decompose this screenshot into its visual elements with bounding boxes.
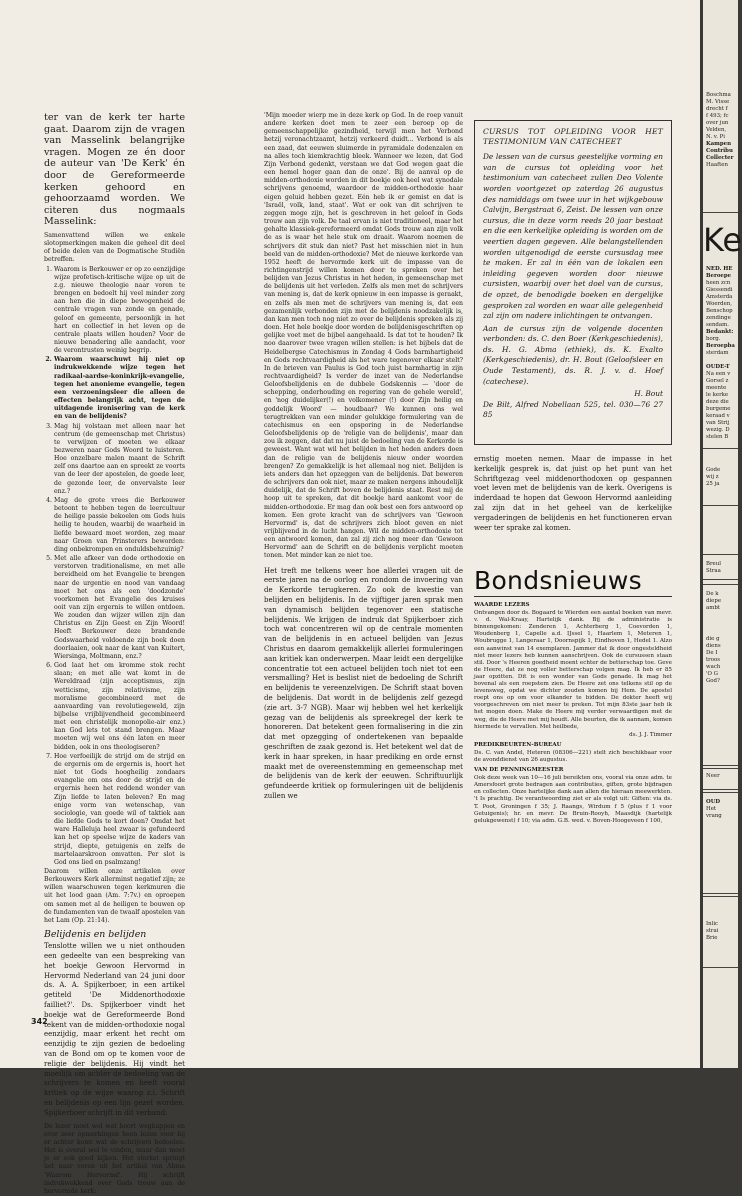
- fragment-line: diens: [706, 643, 721, 649]
- fragment-line: Gorsel z: [706, 378, 729, 384]
- belijdenis-body: Tenslotte willen we u niet onthouden een gedeelte van een bespreking van het boekje Gewoon Hervormd in Hervormd Nederland van 24 juni door ds. A. A. Spijkerboer, in een artikel getiteld 'De Middenorthodoxie failliet?'. Ds. Spijkerboer vindt het boekje wat de Gereformeerde Bond tekent van de midden-orthodoxie nogal eenzijdig, maar erkent het recht om eenzijdig te zijn gezien de bedoeling van de Bond om op te komen voor de religie der belijdenis. Hij vindt het moeilijk om achter de bedoeling van de schrijvers te komen en heeft vooral kritiek op de wijze waarop z.i. Schrift en belijdenis op een lijn gezet worden. Spijkerboer schrijft in dit verband:: [44, 942, 185, 1117]
- fragment-line: OUD: [706, 799, 721, 805]
- fragment-line: OUDE-T: [706, 364, 730, 370]
- fragment-line: wach: [706, 664, 721, 670]
- fragment-line: deze die: [706, 399, 729, 405]
- penningmeester-text: Ook deze week van 10—16 juli bereikten ons, vooral via onze adm. te Amersfoort grote bedragen aan contributies, giften, grote bijdragen en collecten. Onze hartelijke dank aan allen die hieraan meewerkten. 't Is prachtig. De verantwoording ziet er als volgt uit: Giften: via ds. T. Poot, Groningen f 35; J. Raangs, Wirdum f 5 (plus f 1 voor Getuigenis); hr. en mevr. De Bruin-Rooyh, Maasdijk (hartelijk gelukgewenst) f 10; via adm. G.B. wed. v. Boven-Hoogeveen f 100,: [474, 775, 672, 824]
- fragment-line: Na een v: [706, 371, 731, 377]
- right-page-top-block: [706, 92, 733, 169]
- fragment-line: God?: [706, 678, 720, 684]
- question-item: 7. Hoe verfoeilijk de strijd om de strijd en de ergernis om de ergernis is, hoort het niet tot Gods hoogheilig zondaars evangelie om ons door de strijd en de ergernis heen het reddend wonder van Zijn liefde te laten beleven? En mag enige vorm van wetenschap, van sociologie, van goede wil of taktiek aan die liefde Gods te kort doen? Omdat het ware Halleluja heel zwaar is gefundeerd kan het op speelse wijze de kaders van strijd, diepte, getuigenis en zelfs de martelaarskroon omvatten. Per slot is God ons lied en psalmzang!: [54, 753, 185, 867]
- fragment-line: keraad v: [706, 413, 730, 419]
- fragment-line: meente: [706, 385, 727, 391]
- fragment-line: borg.: [706, 336, 721, 342]
- fragment-line: 'O G: [706, 671, 718, 677]
- fragment-line: wezig. D: [706, 427, 730, 433]
- fragment-line: 25 ja: [706, 481, 720, 487]
- column-1: [44, 112, 185, 1195]
- fragment-line: N. v. Pi: [706, 134, 725, 140]
- right-page-ad-3: [703, 584, 738, 766]
- fragment-line: NED. HE: [706, 266, 733, 272]
- right-page-ad-5: [703, 792, 738, 894]
- fragment-line: heen zcn: [706, 280, 731, 286]
- column-2: [264, 112, 463, 1012]
- fragment-line: ambt: [706, 605, 720, 611]
- question-item: 5. Met alle afkeer van dode orthodoxie en verstorven traditionalisme, en met alle bereidheid om het Evangelie te brengen naar de urgentie en nood van vandaag moet het ons als een 'doodzonde' voorkomen het Evangelie des kruises ooit van zijn ergernis te willen ontdoen. We zouden dan wijzer willen zijn dan Christus en Zijn Geest en Zijn Woord! Heeft Berkouwer deze brandende Godswaarheid voldoende zijn boek doen doorlaaien, ook naar de kant van Kuitert, Wiersinga, Moltmann, enz.?: [54, 555, 185, 661]
- fragment-line: Haaften: [706, 162, 728, 168]
- fragment-line: Benschop: [706, 308, 733, 314]
- fragment-line: Woerden,: [706, 301, 733, 307]
- fragment-line: M. Visse: [706, 99, 730, 105]
- page-number: 342: [31, 1017, 48, 1026]
- fragment-line: Collecter: [706, 155, 734, 161]
- fragment-line: sendam.: [706, 322, 729, 328]
- right-page-oude-block: [706, 364, 730, 441]
- fragment-line: Amsterda: [706, 294, 733, 300]
- bondsnieuws-body: [474, 602, 672, 1020]
- fragment-line: Beroepe: [706, 273, 732, 279]
- fragment-line: Straa: [706, 568, 721, 574]
- fragment-line: Beroepba: [706, 343, 735, 349]
- fragment-line: Contribu: [706, 148, 733, 154]
- fragment-line: Het: [706, 806, 717, 812]
- penningmeester-title: VAN DE PENNINGMEESTER: [474, 767, 564, 774]
- right-page-mid-block: [706, 266, 735, 357]
- summary-intro: Samenvattend willen we enkele slotopmerkingen maken die geheel dit deel of beide delen van de Dogmatische Studiën betreffen.: [44, 231, 185, 264]
- question-item: 4. Mag de grote vrees die Berkouwer betoont te hebben tegen de leercultuur de heilige passie bekoelen om Gods huis heilig te houden, waarbij de waarheid in liefde bewaard moet worden, zeg maar naar Groen van Prinsterers beworden: ding onbekrompen en onduldsbehzuinig?: [54, 497, 185, 554]
- fragment-line: f 493; fc: [706, 113, 729, 119]
- question-item: 6. God laat het om kromme stok recht slaan; en met alle wat komt in de Wereldraad (zijn acceptismus, zijn wetticisme, zijn relativisme, zijn moralisme gecombineerd met de aanvaarding van revolutiegeweld, zijn bijbelse vrijblijvendheid gecombineerd met een christelijk monopolie-air enz.) kan God lets tot stand brengen. Maar moeten wij wel ons één laten en meer bidden, ook in ons theologiseren?: [54, 662, 185, 752]
- right-page-ad-1: [703, 448, 738, 506]
- waarde-lezers-signature: ds. J. J. Timmer: [629, 731, 672, 738]
- fragment-line: sterdam: [706, 350, 729, 356]
- right-page-ad-2: [703, 554, 738, 580]
- fragment-line: troos: [706, 657, 721, 663]
- fragment-line: diepe: [706, 598, 722, 604]
- predikbeurten-text: Ds. C. van Andel, Heteren (08306—221) stelt zich beschikbaar voor de avonddienst van 26 augustus.: [474, 749, 672, 763]
- cursus-box-title: CURSUS TOT OPLEIDING VOOR HET TESTIMONIUM VAN CATECHEET: [483, 127, 663, 146]
- fragment-line: strai: [706, 928, 719, 934]
- subheading-belijdenis: Belijdenis en belijden: [44, 929, 147, 941]
- fragment-line: Velden,: [706, 127, 727, 133]
- fragment-line: Brie: [706, 935, 718, 941]
- fragment-line: van Strij: [706, 420, 730, 426]
- fragment-line: De k: [706, 591, 719, 597]
- column-1-intro: ter van de kerk ter harte gaat. Daarom zijn de vragen van Masselink belangrijke vragen. Mogen ze én door de auteur van 'De Kerk' én door de Gereformeerde kerken gehoord en gehoorzaamd worden. We citeren dus nogmaals Masselink:: [44, 112, 185, 228]
- fragment-line: vrang: [706, 813, 722, 819]
- spijkerboer-quote: De lezer moet wel wat hoort wegkappen en over zeer opmerkingen heen lezen voor hij er achter komt wat de schrijvers bedoelen. Het is overal wel te vinden, maar dan moet je er ook goed kijken. Het sterkst springt het naar voren uit het artikel van Abma 'Waarom Hervormd'. Hij schrijft indrukwekkend over Gods trouw aan de hervormde kerk:: [44, 1122, 185, 1195]
- fragment-line: le kerke: [706, 392, 729, 398]
- question-item: 3. Mag hij volstaan met alleen naar het centrum (de gemeenschap met Christus) te verwijzen of moeten we elkaar bezweren naar Gods Woord te luisteren. Hoe onzelbare malen maant de Schrift zelf ons daartoe aan en spreekt ze voorts van de leer der apostelen, de goede leer, de gezonde leer, de onvervalste leer enz.?: [54, 423, 185, 496]
- fragment-line: Boschma: [706, 92, 731, 98]
- right-page: [703, 0, 742, 1068]
- fragment-line: Kampen: [706, 141, 732, 147]
- question-list: [44, 266, 185, 867]
- right-page-big-heading: Ke: [703, 221, 742, 259]
- fragment-line: drecht f: [706, 106, 728, 112]
- closing-paragraph: Daarom willen onze artikelen over Berkouwers Kerk allerminst negatief zijn; ze willen waarschuwen tegen kerkmuren die uit het lood gaan (Am. 7:7v.) en oproepen om samen met al de heiligen te bouwen op de fundamenten van de twaalf apostelen van het Lam (Op. 21:14).: [44, 867, 185, 924]
- fragment-line: Bedankt:: [706, 329, 734, 335]
- question-item: 1. Waarom is Berkouwer er op zo eenzijdige wijze profetisch-kritische wijze op uit de z.g. nieuwe theologie naar voren te brengen en bedoelt hij veel minder zorg aan hen die in diepe bewogenheid de centrale vragen van zonde en genade, geloof en gemeente, persoonlijk in het hart en collectief in het leven op de centrale plaats willen houden? Voor de nieuwe benadering alle aandacht, voor de verontrusten weinig begrip.: [54, 266, 185, 356]
- right-page-ad-4: [703, 768, 738, 790]
- cursus-box-docenten: Aan de cursus zijn de volgende docenten verbonden: ds. C. den Boer (Kerkgeschiedenis), ds. H. G. Abma (ethiek), ds. K. Exalto (Kerkgeschiedenis), dr. H. Bout (Geloofsleer en Oude Testament), ds. R. J. v. d. Hoef (catechese).: [483, 323, 663, 386]
- fragment-line: stelen B: [706, 434, 729, 440]
- right-page-divider: [703, 212, 738, 213]
- cursus-box-signature: H. Bout: [634, 389, 663, 399]
- cursus-box-address: De Bilt, Alfred Nobellaan 525, tel. 030—76 27 85: [483, 399, 663, 420]
- predikbeurten-title: PREDIKBEURTEN-BUREAU: [474, 741, 562, 748]
- cursus-box: [474, 120, 672, 445]
- fragment-line: Neer: [706, 773, 720, 779]
- fragment-line: burgeme: [706, 406, 731, 412]
- waarde-lezers-text: Ontvangen door ds. Bogaard te Wierden een aantal boeken van mevr. v. d. Wal-Kraay, Hartelijk dank. Bij de administratie is binnengekomen: Zenderen 1, Achterberg 1, Coevorden 1, Woudenberg 1, Capelle a.d. IJssel 1, Haarlem 1, Meteren 1, Woubrugge 1, Langeraar 1, Doornspijk 1, Eindhoven 1, Hedel 1. Alzo een aanwinst van 14 exemplaren. Jammer dat ik door ongesteldheid niet meer lezers heb kunnen aanschrijven. Ook de cursussen staan stil. Door 's Heeren goedheid moent echter de betterschap toe. Geve de Heere, dat ze nog voller betterschap volgen mag. Ik heb er 85 jaar opzitten. Dit is een wonder van Gods genade. Ik mag het bovenal als een roepstem zien. De Heere zet ons telkens stil op de levensweg, opdat we dichter zouden komen bij Hem. De apostel roept ons op om voor elkander te bidden. De dokter heeft wij voorgeschreven om niet meer te preken. Tot mijn 83ste jaar heb ik het mogen doen. Make de Heere mij verder verwaardigen met de weg, die de Heere met mij houdt. Alle beurten, die ik aannam, komen hiermede te vervallen. Met heilbede,: [474, 610, 672, 730]
- fragment-line: Breul: [706, 561, 721, 567]
- waarde-lezers-title: WAARDE LEZERS: [474, 602, 530, 608]
- fragment-line: Giessendi: [706, 287, 733, 293]
- question-item: 2. Waarom waarschuwt hij niet op indrukwekkende wijze tegen het radikaal-aardse-koninkrijk-evangelie, tegen het anonieme evangelie, tegen een verzoeningsleer die alleen de effecten belangrijk acht, tegen de uitdagende ironisering van de kerk en van de belijdenis?: [54, 356, 185, 421]
- column-2-lower: Het treft me telkens weer hoe allerlei vragen uit de eerste jaren na de oorlog en rondom de invoering van de Kerkorde terugkeren. Zo ook de kwestie van belijden en belijdenis. In de vijftiger jaren sprak men van dynamisch belijden tegenover een statische belijdenis. We krijgen de indruk dat Spijkerboer zich toch wat concentreren wil op de centrale momenten van de belijdenis in en actueel belijden van Jezus Christus en daarom gemakkelijk allerlei formuleringen aan kritiek kan onderwerpen. Maar leidt een dergelijke concentratie tot een actueel belijden toch niet tot een versmalling? Het is beslist niet de bedoeling de Schrift en belijdenis te vereenzelvigen. De Schrift staat boven de belijdenis. Dat wordt in de belijdenis zelf gezegd (zie art. 3-7 NGB). Maar wij hebben wel het kerkelijk gezag van de belijdenis als spreekregel der kerk te honoreren. Dat betekent geen formalisering in die zin dat met opzegging of ondertekenen van bepaalde geschriften de zaak gezond is. Het betekent wel dat de kerk in haar spreken, in haar prediking en orde ernst maakt met de overeenstemming en gemeenschap met de belijdenis van de kerk der eeuwen. Schriftuurlijk gefundeerde kritiek op formuleringen uit de belijdenis zullen we: [264, 566, 463, 800]
- continuation-text: ernstig moeten nemen. Maar de impasse in het kerkelijk gesprek is, dat juist op het punt van het Schriftgezag veel middenorthodoxen op gespannen voet leven met de belijdenis van de kerk. Overigens is inderdaad te hopen dat Gewoon Hervormd aanleiding zal zijn dat in het geheel van de kerkelijke vergaderingen de belijdenis en het functioneren ervan weer ter sprake zal komen.: [474, 455, 672, 532]
- fragment-line: over jun: [706, 120, 729, 126]
- cursus-box-paragraph: De lessen van de cursus geestelijke vorming en van de cursus tot opleiding voor het testimonium van catecheet zullen Deo Volente worden voortgezet op zaterdag 26 augustus des namiddags om twee uur in het wijkgebouw Calvijn, Bergstraat 6, Zeist. De lessen van onze cursus, die in deze vorm reeds 20 jaar bestaat en die een kerkelijke opleiding is worden om de veertien dagen gegeven. Alle belangstellenden worden uitgenodigd de eerste cursusdag mee te maken. Er zal in één van de lokalen een inleiding gegeven worden door nieuwe cursisten, waarbij over het doel van de cursus, de opzet, de benodigde boeken en dergelijke gesproken zal worden en waar alle gelegenheid zal zijn om nadere inlichtingen te ontvangen.: [483, 152, 663, 321]
- column-3-continuation: [474, 455, 672, 555]
- fragment-line: Gode: [706, 467, 721, 473]
- fragment-line: De I: [706, 650, 718, 656]
- fragment-line: die g: [706, 636, 720, 642]
- fragment-line: zendinge: [706, 315, 731, 321]
- section-divider: [474, 596, 672, 597]
- column-2-upper: 'Mijn moeder wierp me in deze kerk op God. In de roep vanuit andere kerken doet men te zeer een beroep op de gemeenschappelijke gezindheid, terwijl men het Verbond hetzij veronachtzaamt, hetzij verkeerd duidt... Verbond is als een zaad, dat eeuwen sluimerde in pyramidale dodenzalen en na alles toch kiemkrachtig bleek. Wanneer we lezen, dat God Zijn Verbond gedenkt, verstaan we dat God wegen gaat die een hemel hoger gaan dan de onze'. Bij de aanval op de midden-orthodoxie worden in dit boekje ook heel wat synodale schrijvens genoemd, waardoor de midden-orthodoxie haar eigen geluid hebben gezet. Eén heb ik er gemist en dat is 'Israël, volk, land, staat'. Wat er ook van dit schrijven te zeggen moge zijn, het is geschreven in het geloof in Gods trouw aan zijn volk. De taal ervan is niet traditioneel, maar het gehalte klassiek-gereformeerd omdat Gods trouw aan zijn volk de as is waar het hele stuk om draait. Waarom noemen de schrijvers dit stuk dan niet? Past het misschien niet in hun beeld van de midden-orthodoxie? Met de nieuwe kerkorde van 1952 heeft de hervormde kerk uit de impasse van de richtingenstrijd willen komen door te spreken over het belijden van Jezus Christus in het heden, in gemeenschap met de belijdenis uit het verleden. Zelfs als men met de schrijvers van mening is, dat de kerk opnieuw in een impasse is geraakt, en zelfs als men met de schrijvers van mening is, dat een gezamenlijk verbonden zijn met de belijdenis noodzakelijk is, dan kan men toch nog niet zo over de belijdenis spreken als zij doen. Het hele boekje door worden de belijdenisgeschriften op gelijke voet met de bijbel aangehaald. Is dat tot te houden? Ik noo daarover twee vragen willen stellen: is het bijbels dat de Heidelbergse Catechismus in Zondag 4 Gods barmhartigheid en Gods rechtvaardigheid als het ware tegenover elkaar stelt? In de brieven van Paulus is God toch juist barmhartig in zijn rechtvaardigheid? Is verder de inzet van de Nederlandse Geloofsbelijdenis en de dubbele Godskennis — 'door de schepping, onderhouding en regering van de gehele wereld', en 'nog duidelijker(!) en volkomener (!) door Zijn heilig en goddelijk Woord' — houdbaar? We kunnen ons wel terugtrekken van een minder gelukkige formulering van de catechismus en een opsporing in de Nederlandse Geloofsbelijdenis op de 'religie van de belijdenis', maar dan zou ik zeggen, dat dat nu juist de bedoeling van de Kerkorde is geweest. Want wat wil het belijden in het heden anders doen dan de religie van de belijdenis nieuw onder woorden brengen? Zo gemakkelijk is het allemaal nog niet. Belijden is iets anders dan het opzeggen van de belijdenis. Dat beweren de schrijvers dan ook niet, maar ze maken nergens inhoudelijk duidelijk, dat de Schrift boven de belijdenis staat. Rest mij de hoop uit te spreken, dat dit boekje hard aankomt voor de midden-orthodoxie. Er mag dan ook best een fors antwoord op komen. Een grote kracht van de schrijvers van 'Gewoon Hervormd' is, dat de schrijvers zich bloot geven en niet vrijblijvend in de lucht hangen. Wil de midden-orthodoxie tot een antwoord komen, dan zal zij zich nog meer dan 'Gewoon Hervormd' aan de Schrift en de belijdenis verplicht moeten tonen. Met minder kan ze niet toe.: [264, 112, 463, 560]
- section-title-bondsnieuws: Bondsnieuws: [474, 566, 642, 595]
- fragment-line: Inlic: [706, 921, 719, 927]
- right-page-ad-6: [703, 896, 738, 968]
- fragment-line: wij z: [706, 474, 719, 480]
